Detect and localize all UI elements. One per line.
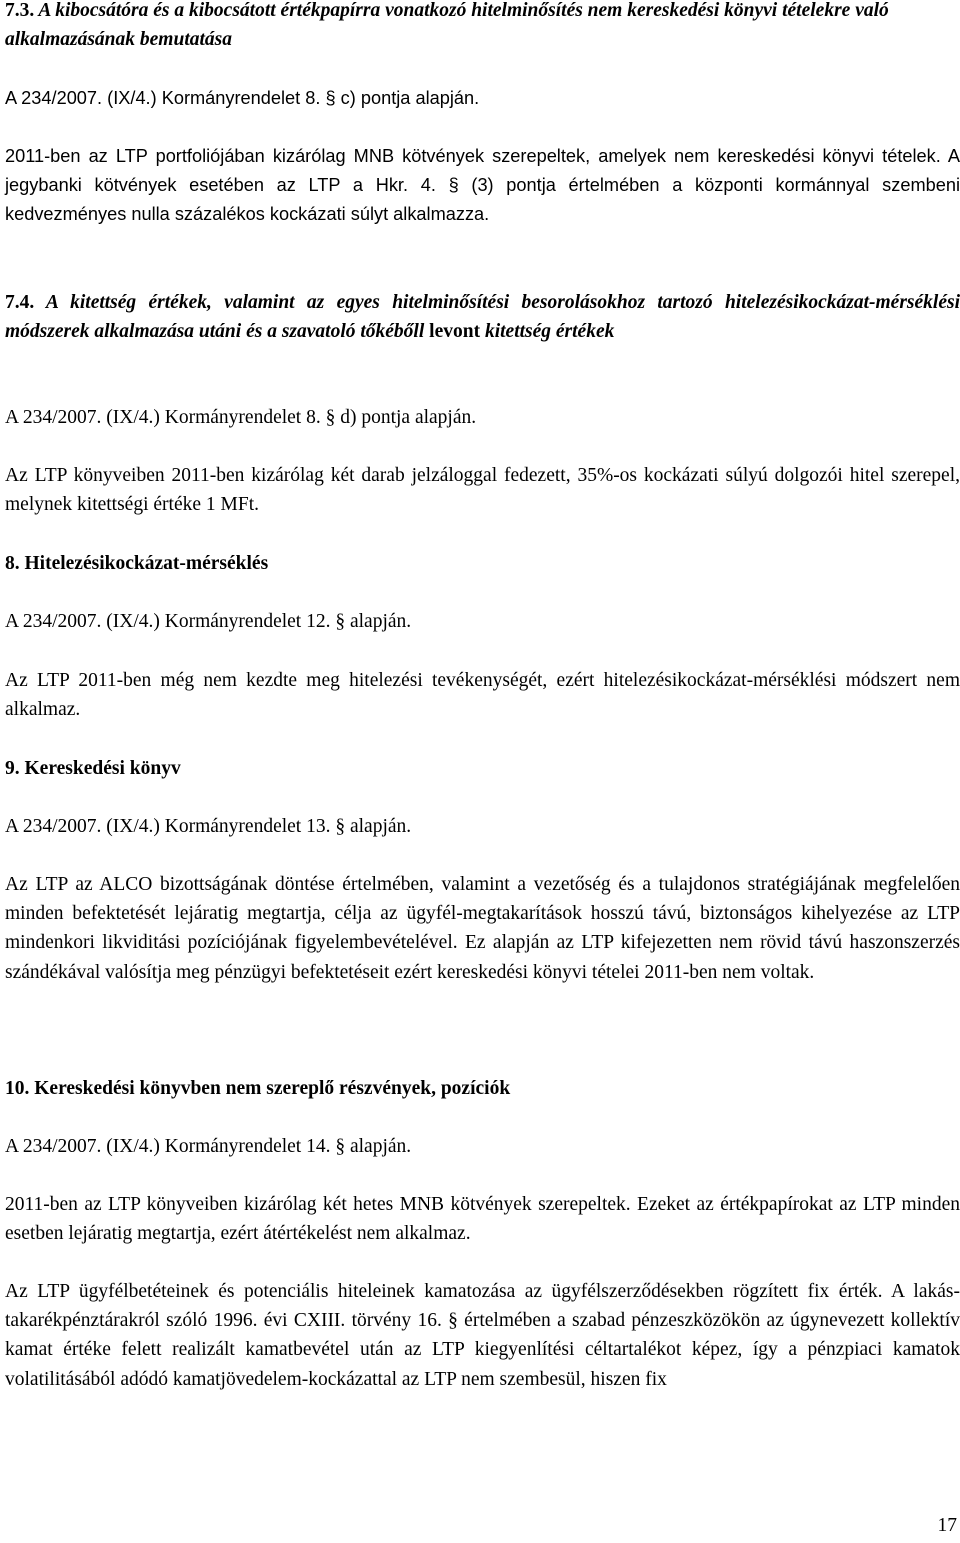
section-title-text-end: kitettség értékek <box>484 321 615 343</box>
section-number: 7.4. <box>5 292 35 313</box>
section-number: 7.3. <box>5 0 35 21</box>
section-7-4-title: 7.4. A kitettség értékek, valamint az egyes hitelminősítési besorolásokhoz tartozó hitelezésikockázat-mérséklési módszerek alkalmazása utáni és a szavatoló tőkébőll levont kitettség értékek <box>5 292 960 343</box>
section-10-heading: 10. Kereskedési könyvben nem szereplő részvények, pozíciók <box>5 1078 511 1099</box>
section-7-3-title <box>5 0 960 54</box>
section-10-paragraph-2: Az LTP ügyfélbetéteinek és potenciális hiteleinek kamatozása az ügyfélszerződésekben rögzített fix érték. A lakás-takarékpénztárakról szóló 1996. évi CXIII. törvény 16. § értelmében a szabad pénzeszközökön az úgynevezett kollektív kamat értéke felett realizált kamatbevétel után az LTP kiegyenlítési céltartalékot képez, így a pénzpiaci kamatok volatilitásából adódó kamatjövedelem-kockázattal az LTP nem szembesül, hiszen fix <box>5 1281 960 1390</box>
section-9-paragraph: Az LTP az ALCO bizottságának döntése értelmében, valamint a vezetőség és a tulajdonos stratégiájának megfelelően minden befektetését lejáratig megtartja, célja az ügyfél-megtakarítások hosszú távú, biztonságos kihelyezése az LTP mindenkori likviditási pozíciójának figyelembevételével. Ez alapján az LTP kifejezetten nem rövid távú haszonszerzés szándékával valósítja meg pénzügyi befektetéseit ezért kereskedési könyvi tételei 2011-ben nem voltak. <box>5 874 960 983</box>
section-9-reference: A 234/2007. (IX/4.) Kormányrendelet 13. § alapján. <box>5 816 412 837</box>
page-number: 17 <box>937 1515 957 1536</box>
section-9-heading: 9. Kereskedési könyv <box>5 758 181 779</box>
section-10-paragraph-1: 2011-ben az LTP könyveiben kizárólag két hetes MNB kötvények szerepeltek. Ezeket az értékpapírokat az LTP minden esetben lejáratig megtartja, ezért átértékelést nem alkalmaz. <box>5 1194 960 1245</box>
section-7-4-reference: A 234/2007. (IX/4.) Kormányrendelet 8. § d) pontja alapján. <box>5 407 477 428</box>
section-8-heading: 8. Hitelezésikockázat-mérséklés <box>5 553 269 574</box>
section-10-reference: A 234/2007. (IX/4.) Kormányrendelet 14. § alapján. <box>5 1136 412 1157</box>
section-7-4-paragraph: Az LTP könyveiben 2011-ben kizárólag két darab jelzáloggal fedezett, 35%-os kockázati súlyú dolgozói hitel szerepel, melynek kitettségi értéke 1 MFt. <box>5 465 960 516</box>
section-7-3-paragraph: 2011-ben az LTP portfoliójában kizárólag MNB kötvények szerepeltek, amelyek nem kereskedési könyvi tételek. A jegybanki kötvények esetében az LTP a Hkr. 4. § (3) pontja értelmében a központi kormánnyal szembeni kedvezményes nulla százalékos kockázati súlyt alkalmazza. <box>5 146 960 225</box>
section-7-3-reference: A 234/2007. (IX/4.) Kormányrendelet 8. § c) pontja alapján. <box>5 88 480 108</box>
section-8-reference: A 234/2007. (IX/4.) Kormányrendelet 12. § alapján. <box>5 611 412 632</box>
section-title-text: A kitettség értékek, valamint az egyes hitelminősítési besorolásokhoz tartozó hitelezésikockázat-mérséklési módszerek alkalmazása utáni és a szavatoló tőkéből <box>5 292 960 343</box>
section-title-text: A kibocsátóra és a kibocsátott értékpapírra vonatkozó hitelminősítés nem kereskedési könyvi tételekre való alkalmazásának bemutatása <box>5 0 889 51</box>
section-title-text-upright: levont <box>429 321 481 343</box>
section-8-paragraph: Az LTP 2011-ben még nem kezdte meg hitelezési tevékenységét, ezért hitelezésikockázat-mérséklési módszert nem alkalmaz. <box>5 670 960 721</box>
